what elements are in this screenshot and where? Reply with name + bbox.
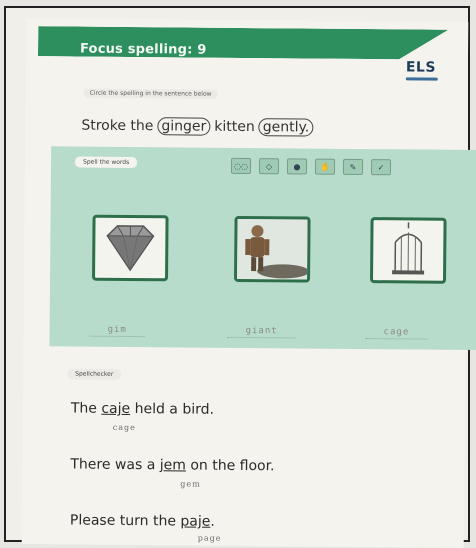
instruction-label: Circle the spelling in the sentence below — [84, 89, 218, 99]
handwritten-correction-2: gem — [180, 479, 201, 489]
pencil-icon: ✎ — [343, 159, 363, 175]
line-text: held a bird. — [130, 401, 215, 418]
birdcage-icon — [373, 220, 444, 281]
line-text: Please turn the — [69, 512, 181, 530]
panel-label: Spell the words — [75, 157, 137, 169]
line-text: . — [210, 513, 215, 530]
sentence-prefix: Stroke the — [81, 117, 154, 135]
spell-line-1 — [71, 400, 214, 417]
cage-picture — [370, 217, 447, 284]
giant-figure-icon — [237, 219, 308, 280]
gem-picture — [92, 215, 169, 282]
photo-frame — [4, 6, 470, 542]
circle-sentence — [81, 117, 313, 137]
misspelled-word: caje — [101, 400, 131, 418]
hand-icon: ✋ — [315, 159, 335, 175]
els-logo: ELS — [406, 59, 438, 80]
diamond-gem-icon — [95, 218, 166, 279]
spell-line-3 — [70, 512, 215, 529]
dot-icon: ● — [287, 158, 307, 174]
line-text: on the floor. — [185, 457, 275, 475]
page-title: Focus spelling: 9 — [79, 41, 207, 58]
handwritten-correction-3: page — [197, 533, 222, 543]
spell-line-2 — [70, 456, 274, 474]
handwritten-correction-1: cage — [112, 422, 136, 433]
letter-icon: ◇ — [259, 158, 279, 174]
answer-word-1: gim — [90, 325, 145, 337]
answer-word-2: giant — [228, 326, 296, 339]
line-text: The — [70, 400, 102, 417]
worksheet-page — [22, 18, 469, 548]
giant-picture — [234, 216, 311, 283]
panel-toolbar — [231, 158, 391, 175]
circled-word-gently: gently. — [259, 118, 314, 136]
tick-icon: ✓ — [371, 159, 391, 175]
circled-word-ginger: ginger — [157, 117, 210, 135]
answer-word-3: cage — [366, 327, 428, 340]
line-text: There was a — [70, 456, 160, 474]
spellchecker-label: Spellchecker — [67, 368, 121, 379]
sound-buttons-icon: ◌◌ — [231, 158, 251, 174]
sentence-middle: kitten — [214, 118, 255, 136]
misspelled-word: paje — [180, 513, 211, 530]
misspelled-word: jem — [159, 457, 186, 474]
spell-panel — [49, 146, 476, 350]
